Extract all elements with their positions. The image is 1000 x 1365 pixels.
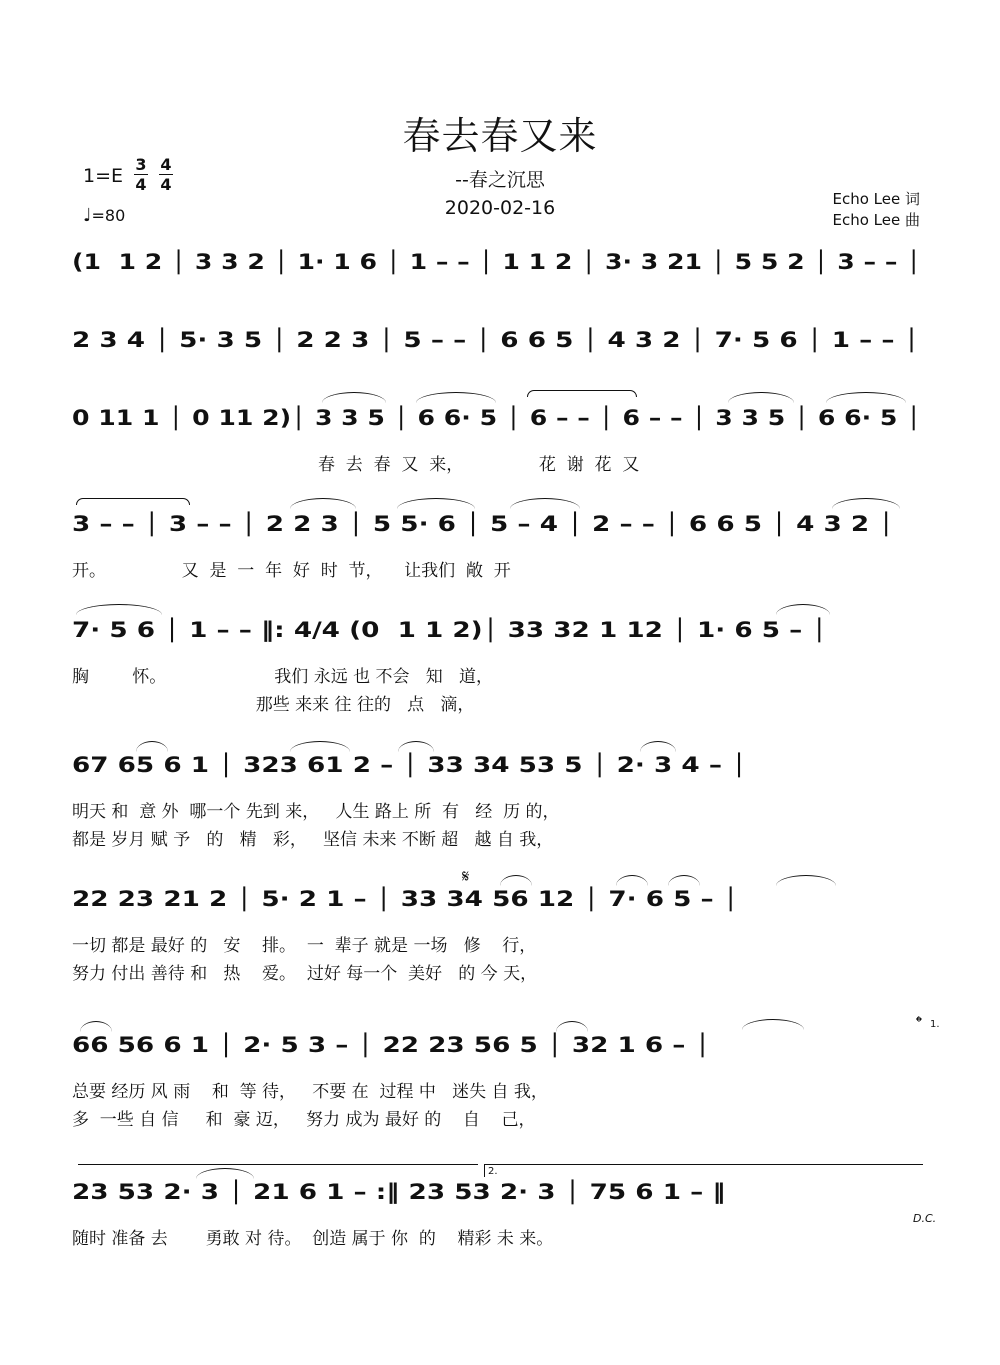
lyrics-verse-1: 春 去 春 又 来， 花 谢 花 又 bbox=[318, 455, 640, 475]
time-signature-4-4 bbox=[159, 155, 173, 194]
quarter-note-icon: ♩ bbox=[83, 205, 92, 226]
lyrics-verse-2: 那些 来来 往 往的 点 滴， bbox=[72, 695, 475, 715]
slur bbox=[640, 741, 676, 752]
lyrics-verse-2: 努力 付出 善待 和 热 爱。 过好 每一个 美好 的 今 天， bbox=[72, 964, 538, 984]
composer-credit: Echo Lee 曲 bbox=[832, 211, 920, 229]
coda-sign-icon: 𝄌 bbox=[916, 1013, 922, 1033]
notation-line: (1 1 2 │ 3 3 2 │ 1· 1 6 │ 1 – – │ 1 1 2 │ 3· 3 21 │ 5 5 2 │ 3 – – │ bbox=[72, 250, 922, 274]
notation-line: 66 56 6 1 │ 2· 5 3 – │ 22 23 56 5 │ 32 1 6 – │ bbox=[72, 1033, 711, 1057]
notation-line: 23 53 2· 3 │ 21 6 1 – :‖ 23 53 2· 3 │ 75 6 1 – ‖ bbox=[72, 1180, 726, 1204]
slur bbox=[616, 875, 648, 886]
slur bbox=[776, 604, 830, 615]
notation-line: 7· 5 6 │ 1 – – ‖: 4/4 (0 1 1 2)│ 33 32 1 12 │ 1· 6 5 – │ bbox=[72, 618, 828, 642]
tempo-marking bbox=[83, 205, 125, 226]
slur bbox=[398, 741, 434, 752]
slur bbox=[742, 1019, 804, 1030]
lyrics-verse-1: 一切 都是 最好 的 安 排。 一 辈子 就是 一场 修 行， bbox=[72, 936, 537, 956]
slur bbox=[556, 1021, 588, 1032]
lyricist-credit: Echo Lee 词 bbox=[832, 190, 920, 208]
slur bbox=[322, 392, 386, 403]
slur bbox=[76, 604, 162, 615]
slur bbox=[397, 498, 475, 509]
volta-2-label: 2. bbox=[488, 1166, 498, 1177]
lyrics-verse-1: 随时 准备 去 勇敢 对 待。 创造 属于 你 的 精彩 未 来。 bbox=[72, 1229, 554, 1249]
slur bbox=[668, 875, 700, 886]
notation-line: 3 – – │ 3 – – │ 2 2 3 │ 5 5· 6 │ 5 – 4 │ 2 – – │ 6 6 5 │ 4 3 2 │ bbox=[72, 512, 895, 536]
slur bbox=[510, 498, 580, 509]
tempo-value: =80 bbox=[91, 206, 126, 225]
lyrics-verse-1: 明天 和 意 外 哪一个 先到 来， 人生 路上 所 有 经 历 的， bbox=[72, 802, 560, 822]
volta-2-bracket bbox=[484, 1164, 923, 1177]
slur bbox=[500, 875, 532, 886]
slur bbox=[136, 741, 168, 752]
notation-line: 0 11 1 │ 0 11 2)│ 3 3 5 │ 6 6· 5 │ 6 – – │ 6 – – │ 3 3 5 │ 6 6· 5 │ bbox=[72, 406, 922, 430]
slur bbox=[290, 498, 356, 509]
slur bbox=[776, 875, 836, 886]
song-date: 2020-02-16 bbox=[444, 197, 556, 219]
slur bbox=[826, 392, 906, 403]
lyrics-verse-2: 都是 岁月 赋 予 的 精 彩， 坚信 未来 不断 超 越 自 我， bbox=[72, 830, 554, 850]
slur bbox=[290, 741, 350, 752]
coda-label: 1. bbox=[930, 1019, 940, 1030]
ts-top: 4 bbox=[160, 155, 172, 174]
da-capo-mark: D.C. bbox=[913, 1212, 937, 1225]
notation-line: 2 3 4 │ 5· 3 5 │ 2 2 3 │ 5 – – │ 6 6 5 │ 4 3 2 │ 7· 5 6 │ 1 – – │ bbox=[72, 328, 920, 352]
song-subtitle: --春之沉思 bbox=[455, 169, 545, 191]
ts-bottom: 4 bbox=[160, 175, 172, 194]
ts-bottom: 4 bbox=[135, 175, 147, 194]
song-title: 春去春又来 bbox=[402, 114, 598, 158]
segno-sign-icon: 𝄋 bbox=[462, 867, 470, 887]
lyrics-verse-1: 胸 怀。 我们 永远 也 不会 知 道， bbox=[72, 667, 493, 687]
tie bbox=[527, 390, 637, 397]
slur bbox=[80, 1021, 112, 1032]
lyrics-verse-1: 总要 经历 风 雨 和 等 待， 不要 在 过程 中 迷失 自 我， bbox=[72, 1082, 548, 1102]
tie bbox=[76, 498, 190, 505]
lyrics-verse-1: 开。 又 是 一 年 好 时 节， 让我们 敞 开 bbox=[72, 561, 511, 581]
slur bbox=[416, 392, 496, 403]
notation-line: 22 23 21 2 │ 5· 2 1 – │ 33 34 56 12 │ 7· 6 5 – │ bbox=[72, 887, 739, 911]
ts-top: 3 bbox=[135, 155, 147, 174]
notation-line: 67 65 6 1 │ 323 61 2 – │ 33 34 53 5 │ 2· 3 4 – │ bbox=[72, 753, 747, 777]
time-signature-3-4 bbox=[134, 155, 148, 194]
lyrics-verse-2: 多 一些 自 信 和 豪 迈， 努力 成为 最好 的 自 己， bbox=[72, 1110, 536, 1130]
slur bbox=[832, 498, 900, 509]
key-signature: 1=E bbox=[83, 165, 124, 187]
slur bbox=[728, 392, 794, 403]
volta-1-bracket bbox=[78, 1164, 478, 1177]
